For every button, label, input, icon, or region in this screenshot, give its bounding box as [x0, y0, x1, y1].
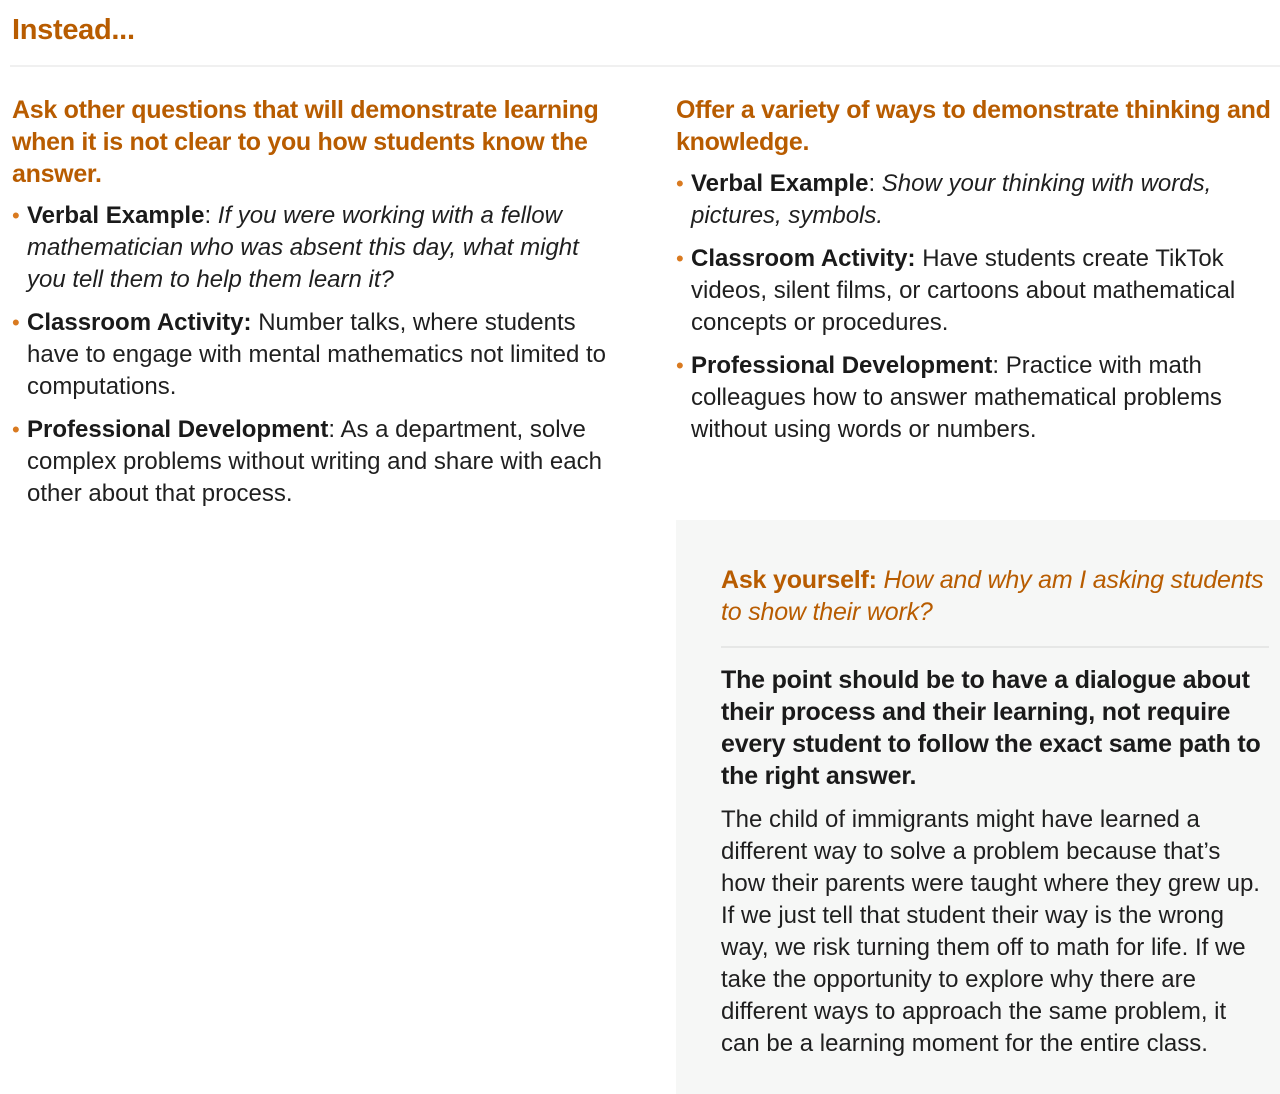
bullet-dot-icon: •: [12, 310, 20, 335]
right-column-heading: Offer a variety of ways to demonstrate thinking and knowledge.: [676, 96, 1271, 156]
item-separator: :: [204, 202, 218, 229]
bullet-dot-icon: •: [676, 171, 684, 196]
bullet-dot-icon: •: [12, 203, 20, 228]
item-text: Practice with math colleagues how to answer mathematical problems without using words or numbers.: [691, 352, 1222, 443]
item-label: Verbal Example: [27, 202, 205, 229]
item-text: Number talks, where students have to engage with mental mathematics not limited to computations.: [27, 309, 606, 400]
item-text: Have students create TikTok videos, silent films, or cartoons about mathematical concepts or procedures.: [691, 245, 1236, 336]
callout-key-point: The point should be to have a dialogue about their process and their learning, not require every student to follow the exact same path to the right answer.: [721, 666, 1261, 790]
ask-question: How and why am I asking students to show their work?: [721, 566, 1264, 626]
item-separator: :: [868, 170, 882, 197]
left-bullet-list: [12, 200, 624, 510]
item-separator: :: [328, 416, 341, 443]
ask-yourself-callout: [676, 520, 1280, 1094]
right-column: [676, 94, 1276, 457]
ask-yourself-prompt: [721, 564, 1269, 628]
list-item: [12, 414, 624, 510]
title-divider: [10, 65, 1280, 67]
bullet-dot-icon: •: [676, 353, 684, 378]
bullet-dot-icon: •: [12, 417, 20, 442]
list-item: [676, 168, 1276, 232]
list-item: [12, 307, 624, 403]
item-separator: :: [992, 352, 1006, 379]
left-column-heading: Ask other questions that will demonstrate learning when it is not clear to you how students know the answer.: [12, 96, 599, 188]
item-label: Professional Development: [691, 352, 993, 379]
item-text: As a department, solve complex problems without writing and share with each other about that process.: [27, 416, 602, 507]
item-text: Show your thinking with words, pictures, symbols.: [691, 170, 1212, 229]
callout-content: [721, 564, 1269, 1060]
page-title: Instead...: [12, 14, 135, 46]
bullet-dot-icon: •: [676, 246, 684, 271]
item-label: Classroom Activity:: [27, 309, 252, 336]
callout-body-text: The child of immigrants might have learned a different way to solve a problem because that’s how their parents were taught where they grew up. If we just tell that student their way is the wrong way, we risk turning them off to math for life. If we take the opportunity to explore why there are different ways to approach the same problem, it can be a learning moment for the entire class.: [721, 806, 1260, 1057]
item-label: Verbal Example: [691, 170, 869, 197]
callout-divider: [721, 646, 1269, 648]
item-label: Classroom Activity:: [691, 245, 916, 272]
left-column: [12, 94, 624, 521]
list-item: [676, 243, 1276, 339]
list-item: [12, 200, 624, 296]
right-bullet-list: [676, 168, 1276, 446]
ask-label: Ask yourself:: [721, 566, 877, 594]
item-label: Professional Development: [27, 416, 329, 443]
item-text: If you were working with a fellow mathematician who was absent this day, what might you tell them to help them learn it?: [27, 202, 579, 293]
list-item: [676, 350, 1276, 446]
